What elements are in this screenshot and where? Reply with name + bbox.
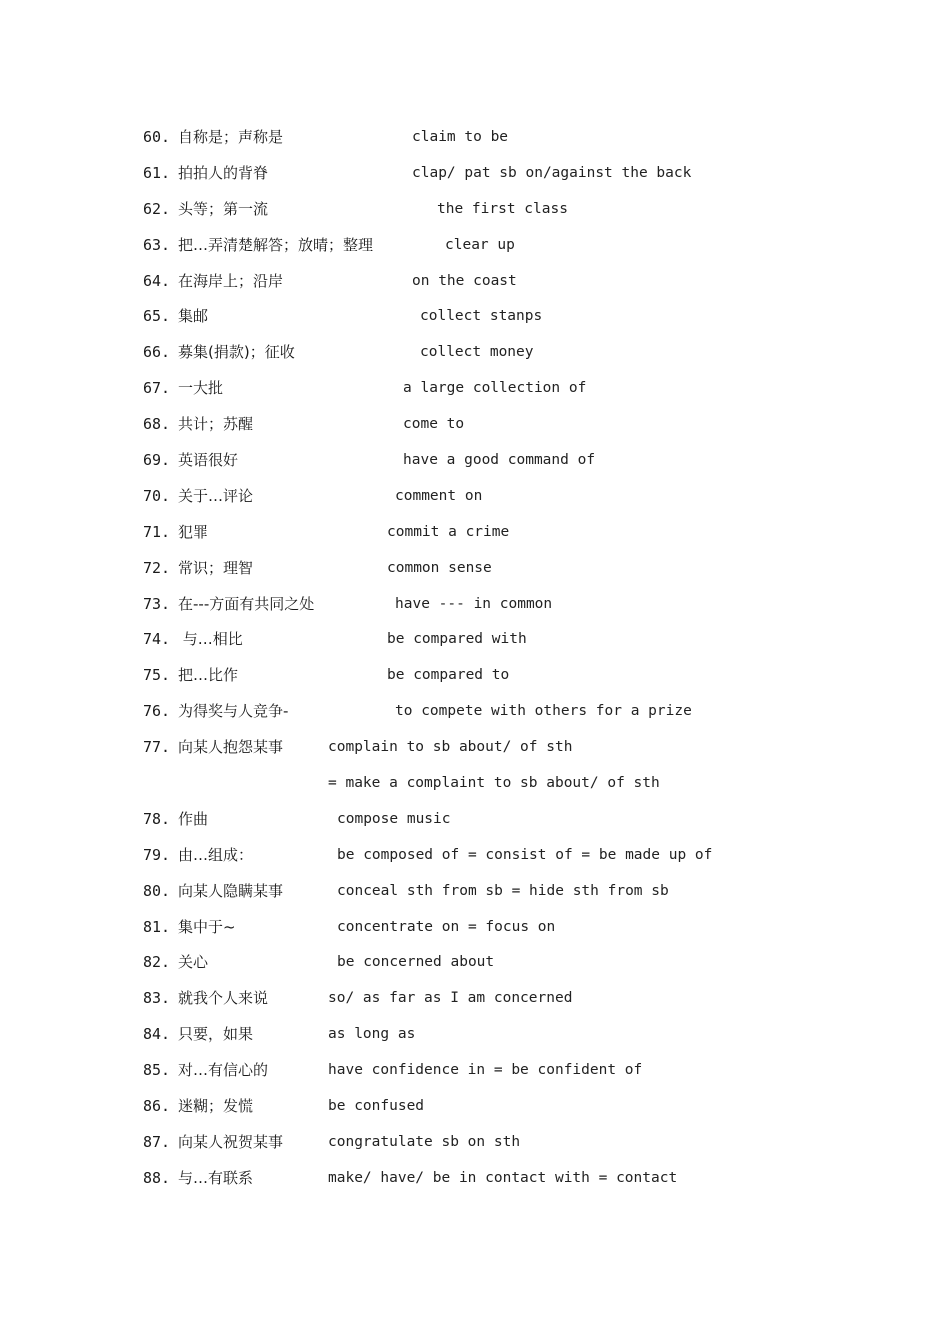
phrase-entry — [143, 987, 843, 1023]
english-phrase: commit a crime — [387, 523, 510, 540]
english-phrase: conceal sth from sb = hide sth from sb — [337, 882, 669, 899]
entry-number: 74. — [143, 630, 171, 649]
entry-number: 67. — [143, 379, 171, 398]
chinese-meaning: 就我个人来说 — [178, 989, 269, 1008]
english-phrase: have --- in common — [395, 595, 553, 612]
chinese-meaning: 自称是；声称是 — [178, 128, 284, 146]
phrase-entry — [143, 341, 843, 377]
phrase-entry — [143, 557, 843, 593]
english-phrase: = make a complaint to sb about/ of sth — [328, 775, 660, 792]
english-phrase: be confused — [328, 1098, 425, 1115]
english-phrase: a large collection of — [403, 380, 587, 397]
phrase-entry — [143, 413, 843, 449]
chinese-meaning: 迷糊；发慌 — [178, 1097, 254, 1116]
chinese-meaning: 向某人抱怨某事 — [178, 738, 284, 757]
phrase-entry — [143, 808, 843, 844]
chinese-meaning: 英语很好 — [178, 451, 239, 470]
phrase-entry — [143, 270, 843, 306]
english-phrase: compose music — [337, 810, 451, 827]
phrase-entry — [143, 951, 843, 987]
phrase-entry — [143, 1059, 843, 1095]
english-phrase: be compared to — [387, 667, 510, 684]
chinese-meaning: 为得奖与人竞争- — [178, 702, 289, 721]
chinese-meaning: 募集(捐款)；征收 — [178, 343, 295, 362]
chinese-meaning: 在海岸上；沿岸 — [178, 271, 284, 290]
chinese-meaning: 只要，如果 — [178, 1025, 254, 1044]
phrase-entry — [143, 844, 843, 880]
phrase-entry — [143, 234, 843, 270]
english-phrase: be composed of = consist of = be made up of — [337, 846, 713, 863]
english-phrase: congratulate sb on sth — [328, 1133, 521, 1150]
chinese-meaning: 作曲 — [178, 809, 209, 828]
entry-number: 66. — [143, 343, 171, 362]
entry-number: 84. — [143, 1025, 171, 1044]
phrase-entry — [143, 162, 843, 198]
english-phrase: concentrate on = focus on — [337, 918, 556, 935]
chinese-meaning: 由…组成： — [178, 845, 254, 864]
english-phrase: have a good command of — [403, 452, 596, 469]
chinese-meaning: 关于…评论 — [178, 486, 254, 505]
english-phrase: be concerned about — [337, 954, 495, 971]
entry-number: 75. — [143, 666, 171, 685]
entry-number: 72. — [143, 558, 171, 577]
english-phrase: common sense — [387, 559, 492, 576]
entry-number: 77. — [143, 738, 171, 757]
phrase-entry — [143, 1167, 843, 1203]
entry-number: 88. — [143, 1168, 171, 1187]
entry-number: 87. — [143, 1132, 171, 1151]
english-phrase: be compared with — [387, 631, 527, 648]
entry-number: 82. — [143, 953, 171, 972]
entry-number: 81. — [143, 917, 171, 936]
entry-number: 86. — [143, 1097, 171, 1116]
english-phrase: complain to sb about/ of sth — [328, 739, 573, 756]
english-phrase: clear up — [445, 236, 515, 253]
phrase-entry — [143, 449, 843, 485]
chinese-meaning: 集中于~ — [178, 917, 236, 936]
entry-number: 64. — [143, 271, 171, 290]
chinese-meaning: 一大批 — [178, 379, 224, 398]
chinese-meaning: 拍拍人的背脊 — [178, 163, 269, 182]
entry-number: 60. — [143, 128, 171, 146]
english-phrase: have confidence in = be confident of — [328, 1062, 643, 1079]
entry-number: 83. — [143, 989, 171, 1008]
phrase-entry — [143, 916, 843, 952]
chinese-meaning: 向某人隐瞒某事 — [178, 881, 284, 900]
english-phrase: so/ as far as I am concerned — [328, 990, 573, 1007]
english-phrase: on the coast — [412, 272, 517, 289]
entry-number: 68. — [143, 415, 171, 434]
entry-number: 73. — [143, 594, 171, 613]
entry-number: 71. — [143, 522, 171, 541]
phrase-entry — [143, 377, 843, 413]
chinese-meaning: 把…比作 — [178, 666, 239, 685]
english-phrase: as long as — [328, 1026, 416, 1043]
entry-number: 76. — [143, 702, 171, 721]
english-phrase: collect money — [420, 344, 534, 361]
phrase-list — [143, 126, 843, 1203]
phrase-entry — [143, 1131, 843, 1167]
english-phrase: the first class — [437, 200, 568, 217]
phrase-entry — [143, 305, 843, 341]
phrase-entry — [143, 736, 843, 772]
phrase-entry — [143, 521, 843, 557]
entry-number: 70. — [143, 486, 171, 505]
chinese-meaning: 常识；理智 — [178, 558, 254, 577]
chinese-meaning: 对…有信心的 — [178, 1061, 269, 1080]
chinese-meaning: 共计；苏醒 — [178, 415, 254, 434]
entry-number: 65. — [143, 307, 171, 326]
entry-number: 79. — [143, 845, 171, 864]
entry-number: 78. — [143, 809, 171, 828]
english-phrase: comment on — [395, 487, 483, 504]
phrase-entry — [143, 593, 843, 629]
chinese-meaning: 在---方面有共同之处 — [178, 594, 315, 613]
chinese-meaning: 犯罪 — [178, 522, 209, 541]
entry-number: 62. — [143, 199, 171, 218]
english-phrase: come to — [403, 416, 465, 433]
english-phrase: collect stanps — [420, 308, 543, 325]
entry-number: 80. — [143, 881, 171, 900]
phrase-entry — [143, 664, 843, 700]
phrase-entry — [143, 1023, 843, 1059]
phrase-entry — [143, 772, 843, 808]
english-phrase: to compete with others for a prize — [395, 703, 692, 720]
chinese-meaning: 集邮 — [178, 307, 209, 326]
phrase-entry — [143, 880, 843, 916]
entry-number: 63. — [143, 235, 171, 254]
english-phrase: claim to be — [412, 129, 509, 145]
phrase-entry — [143, 628, 843, 664]
chinese-meaning: 与…相比 — [178, 630, 243, 649]
entry-number: 61. — [143, 163, 171, 182]
phrase-entry — [143, 700, 843, 736]
english-phrase: clap/ pat sb on/against the back — [412, 164, 692, 181]
chinese-meaning: 向某人祝贺某事 — [178, 1132, 284, 1151]
chinese-meaning: 头等；第一流 — [178, 199, 269, 218]
phrase-entry — [143, 126, 843, 162]
phrase-entry — [143, 198, 843, 234]
chinese-meaning: 关心 — [178, 953, 209, 972]
entry-number: 69. — [143, 451, 171, 470]
phrase-entry — [143, 485, 843, 521]
chinese-meaning: 把…弄清楚解答；放晴；整理 — [178, 235, 374, 254]
entry-number: 85. — [143, 1061, 171, 1080]
phrase-entry — [143, 1095, 843, 1131]
english-phrase: make/ have/ be in contact with = contact — [328, 1169, 678, 1186]
chinese-meaning: 与…有联系 — [178, 1168, 254, 1187]
